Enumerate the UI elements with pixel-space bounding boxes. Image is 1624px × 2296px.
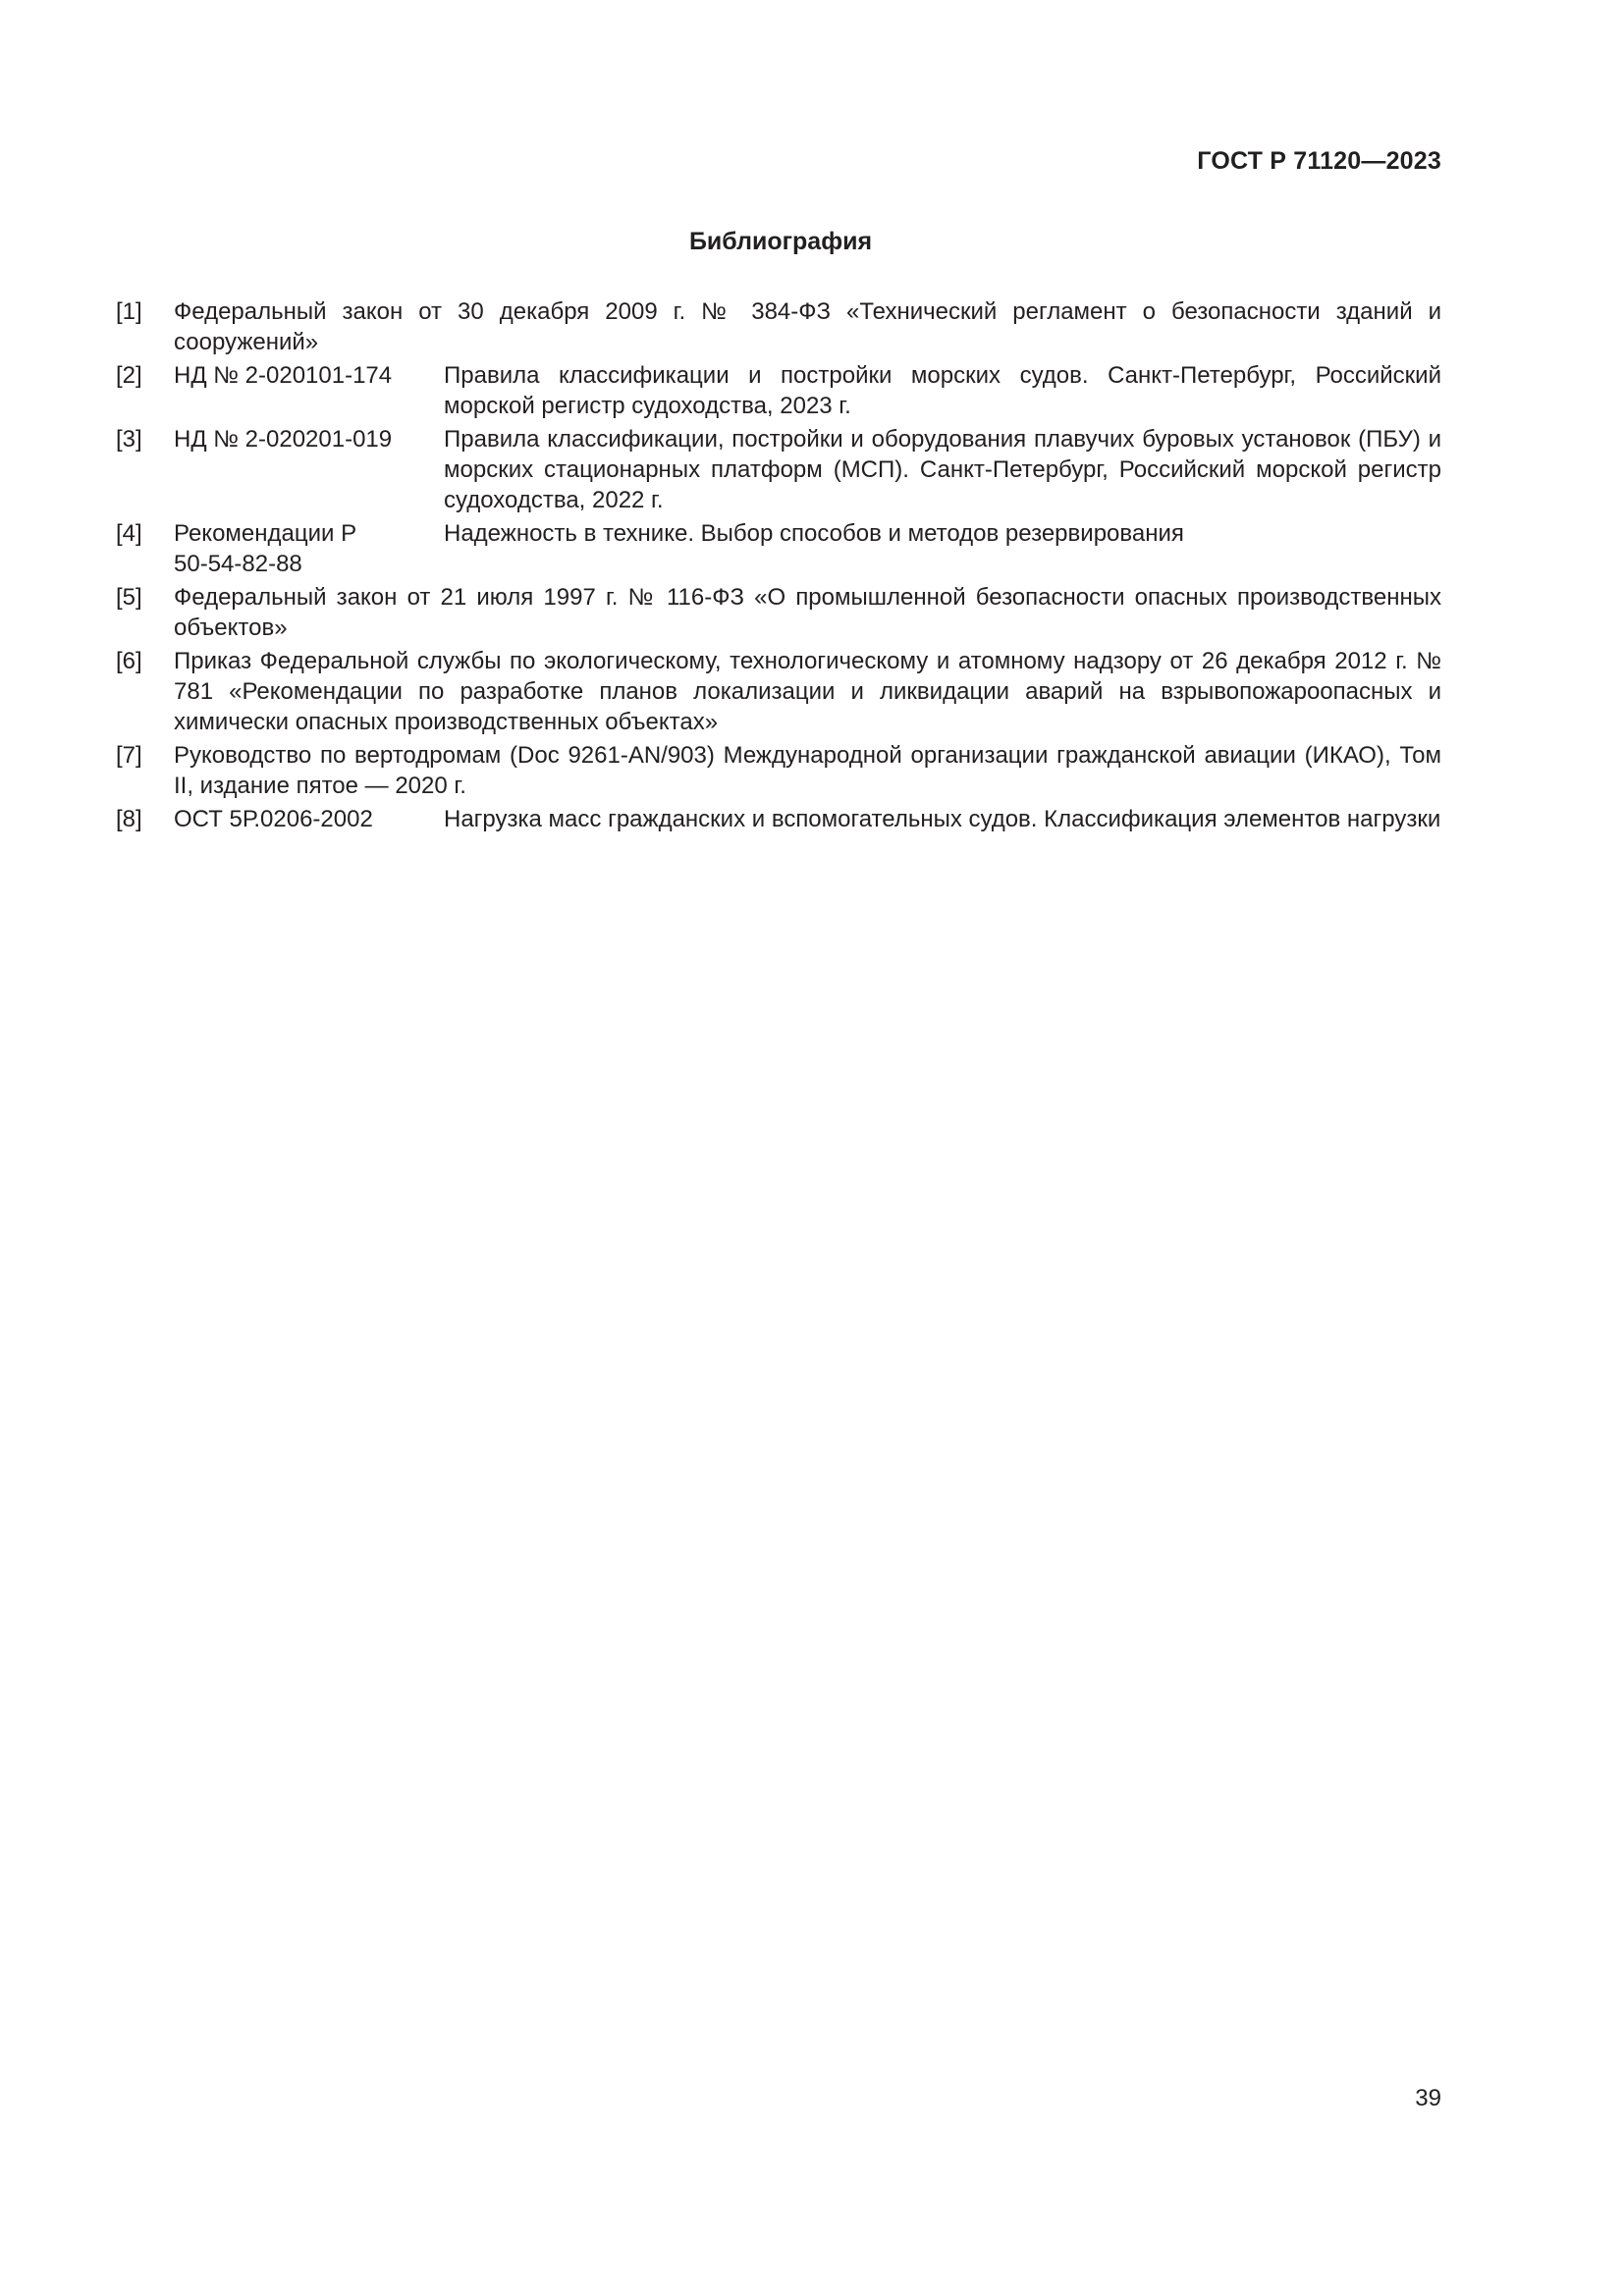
entry-number: [8] <box>116 806 142 832</box>
entry-number: [5] <box>116 584 142 611</box>
entry-text: Нагрузка масс гражданских и вспомогательных судов. Классификация элементов нагрузки <box>444 806 1441 832</box>
bibliography-entry-8 <box>116 804 1441 834</box>
bibliography-entry-1 <box>116 296 1441 357</box>
entry-body <box>174 804 1441 834</box>
bibliography-entry-5 <box>116 582 1441 643</box>
entry-body <box>174 360 1441 421</box>
bibliography-entry-6 <box>116 646 1441 737</box>
entry-text: Федеральный закон от 21 июля 1997 г. № 116-ФЗ «О промышленной безопасности опасных производственных объектов» <box>174 584 1441 641</box>
document-code: ГОСТ Р 71120—2023 <box>1197 147 1441 175</box>
entry-code: НД № 2-020201-019 <box>174 426 393 453</box>
page-number: 39 <box>1415 2085 1441 2111</box>
entry-number: [1] <box>116 298 142 325</box>
bibliography-entry-2 <box>116 360 1441 421</box>
entry-code: НД № 2-020101-174 <box>174 362 393 389</box>
entry-text: Правила классификации и постройки морских судов. Санкт-Петербург, Российский морской регистр судоходства, 2023 г. <box>444 362 1441 419</box>
entry-number: [4] <box>116 520 142 547</box>
bibliography-entry-7 <box>116 740 1441 801</box>
entry-code: Рекомендации Р 50-54-82-88 <box>174 520 357 577</box>
entry-text: Федеральный закон от 30 декабря 2009 г. № 384-ФЗ «Технический регламент о безопасности зданий и сооружений» <box>174 298 1441 355</box>
section-title: Библиография <box>688 228 873 255</box>
entry-number: [2] <box>116 362 142 389</box>
entry-number: [7] <box>116 742 142 769</box>
bibliography-list <box>116 296 1441 837</box>
entry-number: [3] <box>116 426 142 453</box>
entry-text: Руководство по вертодромам (Doc 9261-AN/903) Международной организации гражданской авиации (ИКАО), Том II, издание пятое — 2020 г. <box>174 742 1441 799</box>
bibliography-entry-3 <box>116 424 1441 515</box>
entry-code: ОСТ 5Р.0206-2002 <box>174 806 373 832</box>
entry-text: Правила классификации, постройки и оборудования плавучих буровых установок (ПБУ) и морских стационарных платформ (МСП). Санкт-Петербург, Российский морской регистр судоходства, 2022 г. <box>444 426 1441 513</box>
entry-body <box>174 424 1441 515</box>
bibliography-entry-4 <box>116 518 1441 579</box>
entry-text: Надежность в технике. Выбор способов и методов резервирования <box>444 520 1184 547</box>
entry-body <box>174 518 1441 579</box>
entry-text: Приказ Федеральной службы по экологическому, технологическому и атомному надзору от 26 декабря 2012 г. № 781 «Рекомендации по разработке планов локализации и ликвидации аварий на взрывопожароопасных и химически опасных производственных объектах» <box>174 648 1441 735</box>
entry-number: [6] <box>116 648 142 674</box>
